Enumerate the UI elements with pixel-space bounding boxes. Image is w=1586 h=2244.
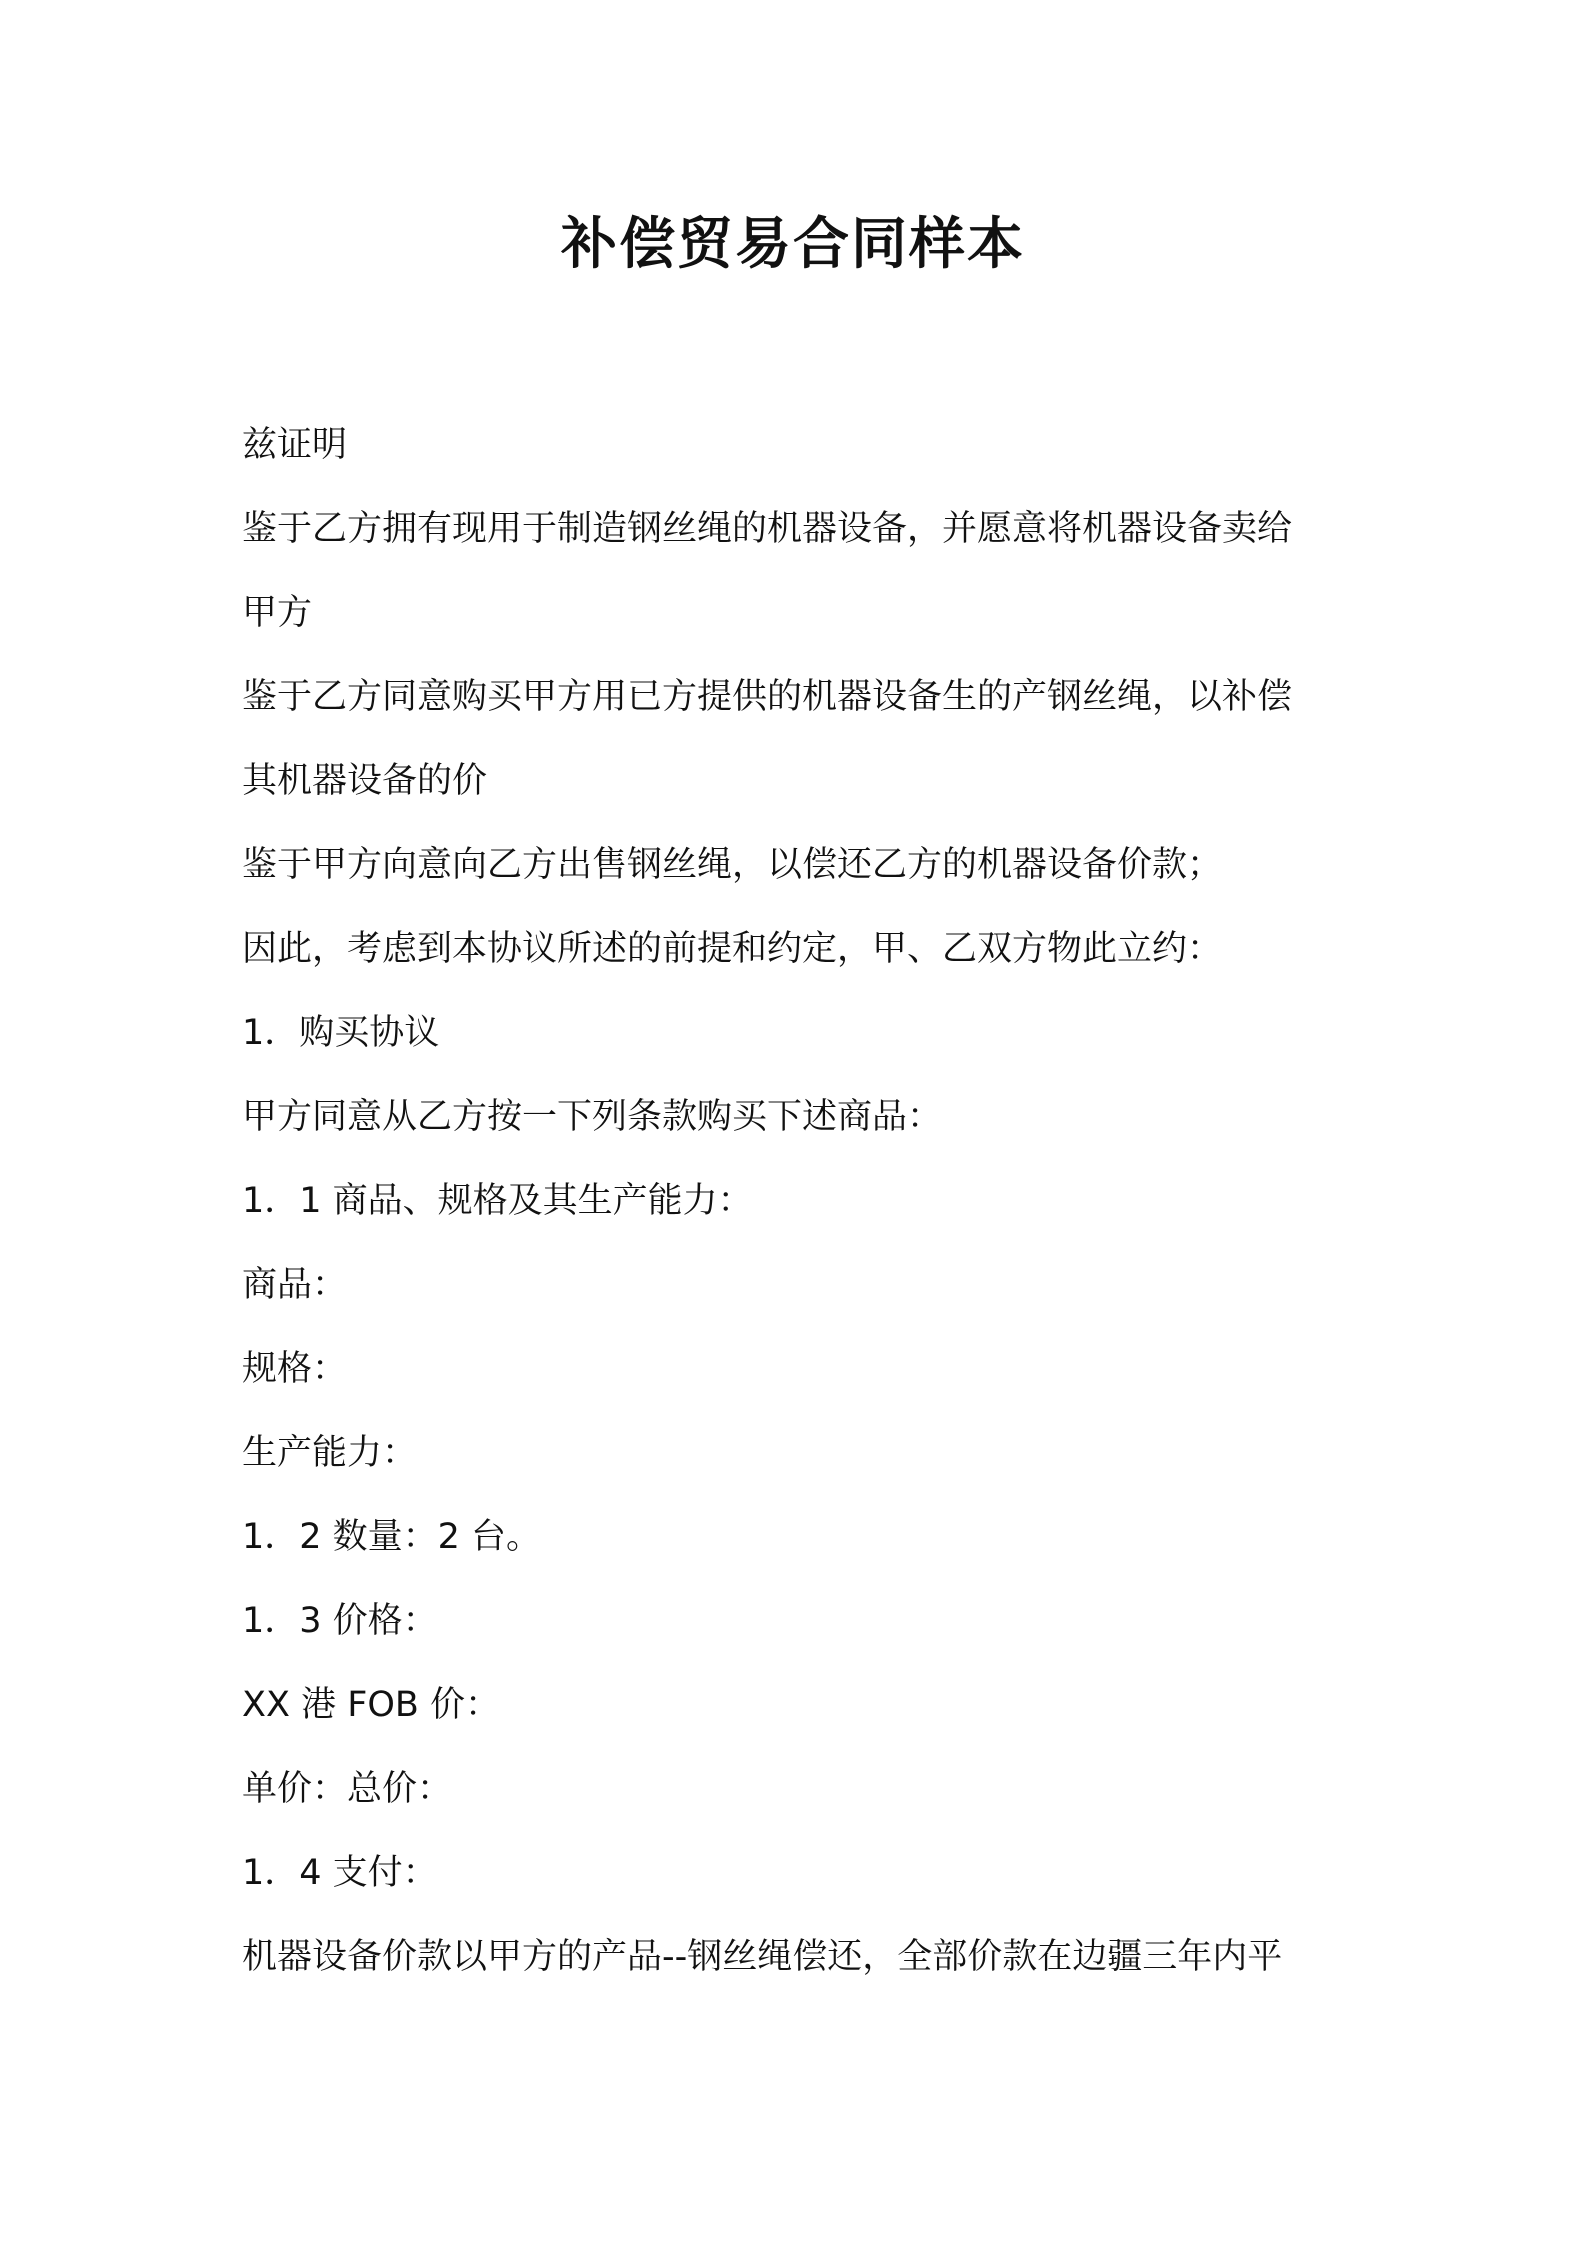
body-line: 其机器设备的价: [242, 761, 488, 801]
clause-heading: 1．2 数量：2 台。: [242, 1517, 542, 1557]
body-line: 鉴于乙方拥有现用于制造钢丝绳的机器设备，并愿意将机器设备卖给: [242, 509, 1293, 549]
field-label: 生产能力：: [242, 1433, 418, 1473]
field-label: 规格：: [242, 1349, 348, 1389]
section-heading: 1．购买协议: [242, 1013, 440, 1053]
clause-heading: 1．1 商品、规格及其生产能力：: [242, 1181, 753, 1221]
document-title: 补偿贸易合同样本: [561, 212, 1025, 277]
document-body: [242, 403, 1362, 1999]
body-line: 鉴于甲方向意向乙方出售钢丝绳，以偿还乙方的机器设备价款；: [242, 845, 1223, 885]
body-line: 甲方同意从乙方按一下列条款购买下述商品：: [242, 1097, 943, 1137]
body-line: 机器设备价款以甲方的产品--钢丝绳偿还，全部价款在边疆三年内平: [242, 1937, 1283, 1977]
field-label: 单价：总价：: [242, 1769, 453, 1809]
field-label: XX 港 FOB 价：: [242, 1685, 501, 1725]
body-line: 因此，考虑到本协议所述的前提和约定，甲、乙双方物此立约：: [242, 929, 1223, 969]
body-line: 甲方: [242, 593, 313, 633]
field-label: 商品：: [242, 1265, 348, 1305]
clause-heading: 1．4 支付：: [242, 1853, 438, 1893]
body-line: 鉴于乙方同意购买甲方用已方提供的机器设备生的产钢丝绳，以补偿: [242, 677, 1293, 717]
body-line: 兹证明: [242, 425, 348, 465]
clause-heading: 1．3 价格：: [242, 1601, 438, 1641]
